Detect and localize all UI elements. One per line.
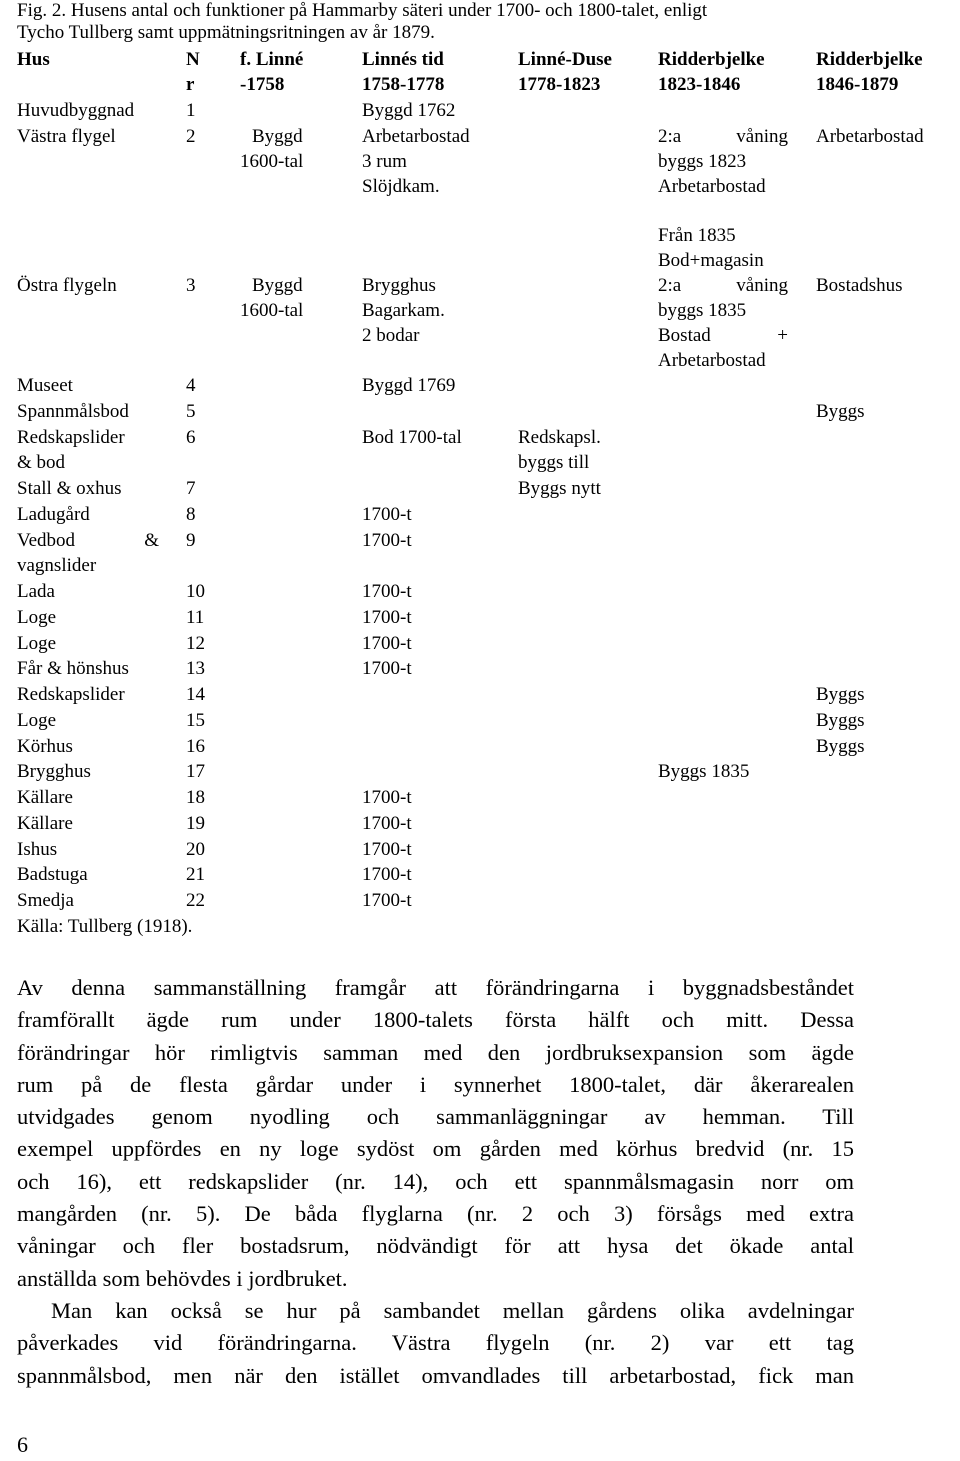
row-name: Får & hönshus (17, 658, 129, 679)
row-nr: 22 (186, 890, 205, 911)
row-name-part: Vedbod (17, 530, 76, 551)
row-name: Ishus (17, 839, 58, 860)
paragraph-line: våningar och fler bostadsrum, nödvändigt för att hysa det ökade antal (17, 1233, 854, 1259)
header-f-linne-years: -1758 (240, 74, 285, 95)
header-hus: Hus (17, 49, 50, 70)
row-value: 1700-t (362, 581, 412, 602)
paragraph-line: Man kan också se hur på sambandet mellan gårdens olika avdelningar (51, 1298, 854, 1323)
row-name: Loge (17, 607, 57, 628)
row-value-part: våning (736, 275, 788, 296)
row-nr: 8 (186, 504, 196, 525)
body-paragraph-2 (17, 1295, 854, 1392)
row-value (658, 273, 788, 298)
row-value: 1700-t (362, 813, 412, 834)
row-value: Slöjdkam. (362, 176, 440, 197)
row-value: 1600-tal (240, 300, 304, 321)
row-nr: 4 (186, 375, 196, 396)
row-name: Badstuga (17, 864, 88, 885)
header-ridderbjelke-2-years: 1846-1879 (816, 74, 899, 95)
header-linne-duse: Linné-Duse (518, 49, 612, 70)
figure-caption-line-1: Fig. 2. Husens antal och funktioner på Hammarby säteri under 1700- och 1800-talet, enligt (17, 0, 708, 21)
row-nr: 9 (186, 530, 196, 551)
row-name: Huvudbyggnad (17, 100, 135, 121)
row-value: 1700-t (362, 787, 412, 808)
row-name: Smedja (17, 890, 74, 911)
body-paragraph-1 (17, 972, 854, 1295)
row-nr: 6 (186, 427, 196, 448)
row-name: Källare (17, 813, 73, 834)
row-name: Västra flygel (17, 126, 116, 147)
row-nr: 7 (186, 478, 196, 499)
row-name: Redskapslider (17, 427, 125, 448)
row-name: Redskapslider (17, 684, 125, 705)
row-name: Körhus (17, 736, 73, 757)
row-nr: 15 (186, 710, 205, 731)
row-name-cont: vagnslider (17, 555, 97, 576)
row-value-part: Bostad (658, 325, 711, 346)
header-ridderbjelke-2: Ridderbjelke (816, 49, 923, 70)
row-name: Loge (17, 633, 57, 654)
paragraph-line: anställda som behövdes i jordbruket. (17, 1265, 348, 1291)
paragraph-line: förändringar hör rimligtvis samman med den jordbruksexpansion som ägde (17, 1039, 854, 1065)
header-f-linne: f. Linné (240, 49, 304, 70)
row-value: 1700-t (362, 864, 412, 885)
row-value: Bod+magasin (658, 250, 764, 271)
row-value: Arbetarbostad (362, 126, 470, 147)
row-nr: 10 (186, 581, 205, 602)
header-nr: N (186, 49, 200, 70)
row-name (17, 528, 159, 553)
row-value: 1700-t (362, 890, 412, 911)
row-value: 2 bodar (362, 325, 420, 346)
row-value: Byggs (816, 710, 865, 731)
row-nr: 13 (186, 658, 205, 679)
row-value: Arbetarbostad (816, 126, 924, 147)
header-linnes-tid: Linnés tid (362, 49, 444, 70)
row-value: 1700-t (362, 530, 412, 551)
row-value (658, 323, 788, 348)
row-value: Byggs nytt (518, 478, 601, 499)
row-value-part: 2:a (658, 275, 682, 296)
row-value: byggs till (518, 452, 590, 473)
row-value: Byggd 1769 (362, 375, 456, 396)
row-value: 3 rum (362, 151, 407, 172)
row-name-part: & (144, 530, 159, 551)
row-nr: 2 (186, 126, 196, 147)
row-value-part: 2:a (658, 126, 682, 147)
row-name: Stall & oxhus (17, 478, 122, 499)
row-nr: 20 (186, 839, 205, 860)
row-value: Byggs 1835 (658, 761, 750, 782)
row-name: Museet (17, 375, 73, 396)
page-number: 6 (17, 1432, 28, 1457)
row-name: Lada (17, 581, 55, 602)
row-value: Bagarkam. (362, 300, 445, 321)
paragraph-line: mangården (nr. 5). De båda flyglarna (nr. 2 och 3) försågs med extra (17, 1201, 854, 1227)
row-nr: 12 (186, 633, 205, 654)
row-value: Byggd 1762 (362, 100, 456, 121)
figure-caption-line-2: Tycho Tullberg samt uppmätningsritningen av år 1879. (17, 22, 435, 43)
paragraph-line: och 16), ett redskapslider (nr. 14), och ett spannmålsmagasin norr om (17, 1168, 854, 1194)
row-value: Redskapsl. (518, 427, 601, 448)
row-value: Byggd (252, 275, 303, 296)
row-name: Loge (17, 710, 57, 731)
row-value: 1700-t (362, 504, 412, 525)
row-name: Östra flygeln (17, 275, 117, 296)
table-source: Källa: Tullberg (1918). (17, 916, 193, 937)
row-value: 1700-t (362, 658, 412, 679)
row-nr: 11 (186, 607, 205, 628)
row-name: Källare (17, 787, 73, 808)
paragraph-line: Av denna sammanställning framgår att förändringarna i byggnadsbeståndet (17, 975, 854, 1000)
row-value: Byggs (816, 684, 865, 705)
row-value (658, 124, 788, 149)
row-value-part: + (777, 325, 788, 346)
row-value-part: våning (736, 126, 788, 147)
paragraph-line: påverkades vid förändringarna. Västra flygeln (nr. 2) var ett tag (17, 1330, 854, 1356)
row-value: 1700-t (362, 633, 412, 654)
paragraph-line: utvidgades genom nyodling och sammanläggningar av hemman. Till (17, 1104, 854, 1130)
row-value: Byggs (816, 736, 865, 757)
row-name: Spannmålsbod (17, 401, 129, 422)
row-value: Bostadshus (816, 275, 903, 296)
row-value: byggs 1823 (658, 151, 747, 172)
row-nr: 1 (186, 100, 196, 121)
row-value: byggs 1835 (658, 300, 747, 321)
row-value: Byggd (252, 126, 303, 147)
row-name-cont: & bod (17, 452, 66, 473)
row-value: Byggs (816, 401, 865, 422)
row-nr: 21 (186, 864, 205, 885)
row-value: Arbetarbostad (658, 176, 766, 197)
header-ridderbjelke-1: Ridderbjelke (658, 49, 765, 70)
row-value: 1700-t (362, 607, 412, 628)
row-value: 1600-tal (240, 151, 304, 172)
row-value: Bod 1700-tal (362, 427, 462, 448)
header-linne-duse-years: 1778-1823 (518, 74, 601, 95)
paragraph-line: exempel uppfördes en ny loge sydöst om gården med körhus bredvid (nr. 15 (17, 1136, 854, 1162)
header-ridderbjelke-1-years: 1823-1846 (658, 74, 741, 95)
row-nr: 3 (186, 275, 196, 296)
header-nr-cont: r (186, 74, 195, 95)
row-value: 1700-t (362, 839, 412, 860)
row-value: Från 1835 (658, 225, 736, 246)
row-nr: 5 (186, 401, 196, 422)
row-nr: 14 (186, 684, 205, 705)
row-nr: 16 (186, 736, 205, 757)
row-name: Ladugård (17, 504, 90, 525)
row-name: Brygghus (17, 761, 91, 782)
row-value: Arbetarbostad (658, 350, 766, 371)
row-value: Brygghus (362, 275, 436, 296)
paragraph-line: spannmålsbod, men när den istället omvandlades till arbetarbostad, fick man (17, 1362, 854, 1388)
row-nr: 17 (186, 761, 205, 782)
paragraph-line: rum på de flesta gårdar under i synnerhet 1800-talet, där åkerarealen (17, 1071, 854, 1097)
row-nr: 18 (186, 787, 205, 808)
paragraph-line: framförallt ägde rum under 1800-talets första hälft och mitt. Dessa (17, 1007, 854, 1033)
row-nr: 19 (186, 813, 205, 834)
header-linnes-tid-years: 1758-1778 (362, 74, 445, 95)
